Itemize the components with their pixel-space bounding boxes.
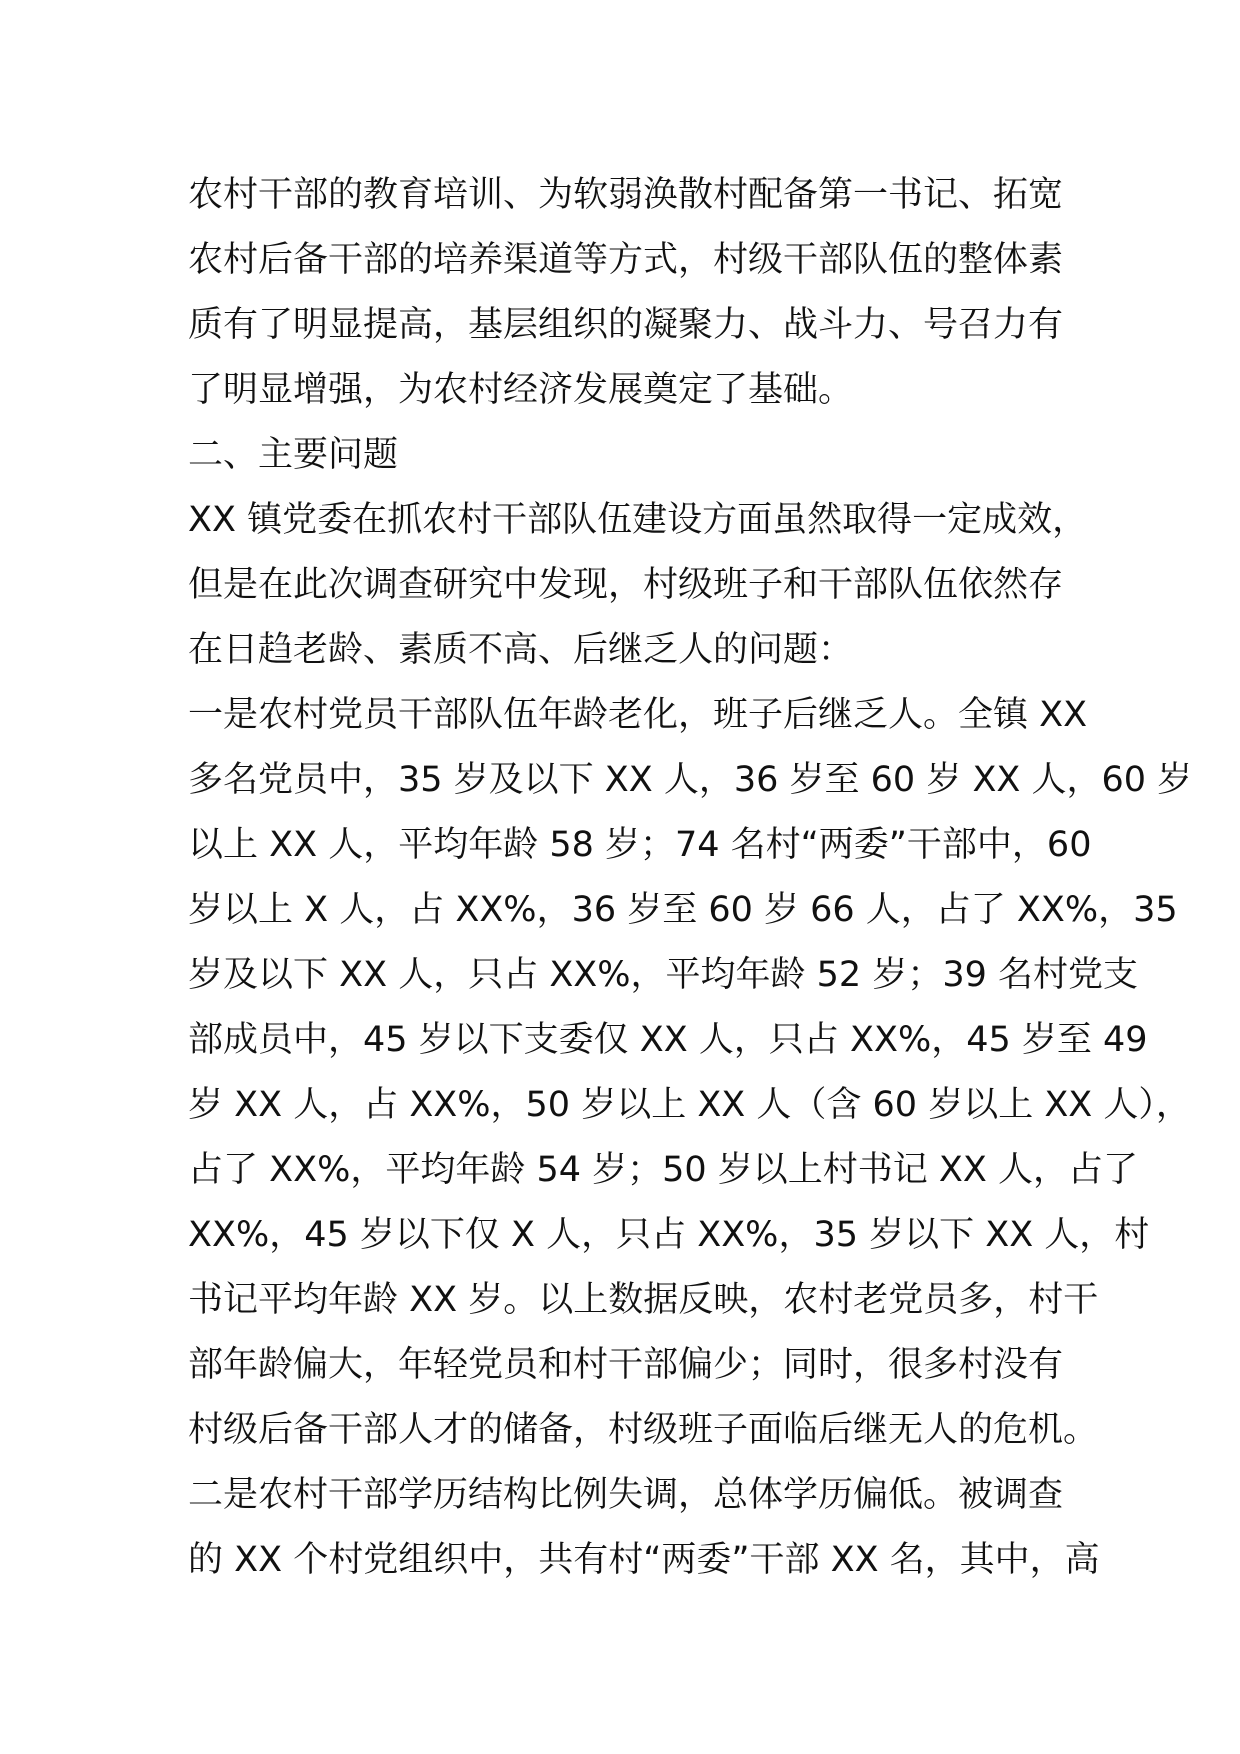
text-line: 农村后备干部的培养渠道等方式，村级干部队伍的整体素: [188, 240, 1064, 280]
text-line: 岁及以下 XX 人，只占 XX%，平均年龄 52 岁；39 名村党支: [188, 955, 1138, 995]
text-line: 质有了明显提高，基层组织的凝聚力、战斗力、号召力有: [188, 305, 1064, 345]
text-line: 在日趋老龄、素质不高、后继乏人的问题：: [188, 630, 854, 670]
text-line: 的 XX 个村党组织中，共有村“两委”干部 XX 名，其中，高: [188, 1540, 1100, 1580]
text-line: 以上 XX 人，平均年龄 58 岁；74 名村“两委”干部中，60: [188, 825, 1092, 865]
text-line: 多名党员中，35 岁及以下 XX 人，36 岁至 60 岁 XX 人，60 岁: [188, 760, 1193, 800]
text-line: XX 镇党委在抓农村干部队伍建设方面虽然取得一定成效，: [188, 500, 1088, 540]
text-line: 部年龄偏大，年轻党员和村干部偏少；同时，很多村没有: [188, 1345, 1064, 1385]
text-line: 岁 XX 人，占 XX%，50 岁以上 XX 人（含 60 岁以上 XX 人），: [188, 1085, 1191, 1125]
text-line: 书记平均年龄 XX 岁。以上数据反映，农村老党员多，村干: [188, 1280, 1099, 1320]
text-line: 但是在此次调查研究中发现，村级班子和干部队伍依然存: [188, 565, 1064, 605]
text-line: 农村干部的教育培训、为软弱涣散村配备第一书记、拓宽: [188, 175, 1064, 215]
text-line: 部成员中，45 岁以下支委仅 XX 人，只占 XX%，45 岁至 49: [188, 1020, 1148, 1060]
text-line: 岁以上 X 人，占 XX%，36 岁至 60 岁 66 人，占了 XX%，35: [188, 890, 1178, 930]
text-line: 了明显增强，为农村经济发展奠定了基础。: [188, 370, 854, 410]
section-heading: 二、主要问题: [188, 435, 399, 475]
body-text: [188, 163, 1193, 1593]
text-line: 二是农村干部学历结构比例失调，总体学历偏低。被调查: [188, 1475, 1064, 1515]
text-line: 村级后备干部人才的储备，村级班子面临后继无人的危机。: [188, 1410, 1099, 1450]
text-line: XX%，45 岁以下仅 X 人，只占 XX%，35 岁以下 XX 人，村: [188, 1215, 1150, 1255]
text-line: 占了 XX%，平均年龄 54 岁；50 岁以上村书记 XX 人，占了: [188, 1150, 1138, 1190]
text-line: 一是农村党员干部队伍年龄老化，班子后继乏人。全镇 XX: [188, 695, 1088, 735]
